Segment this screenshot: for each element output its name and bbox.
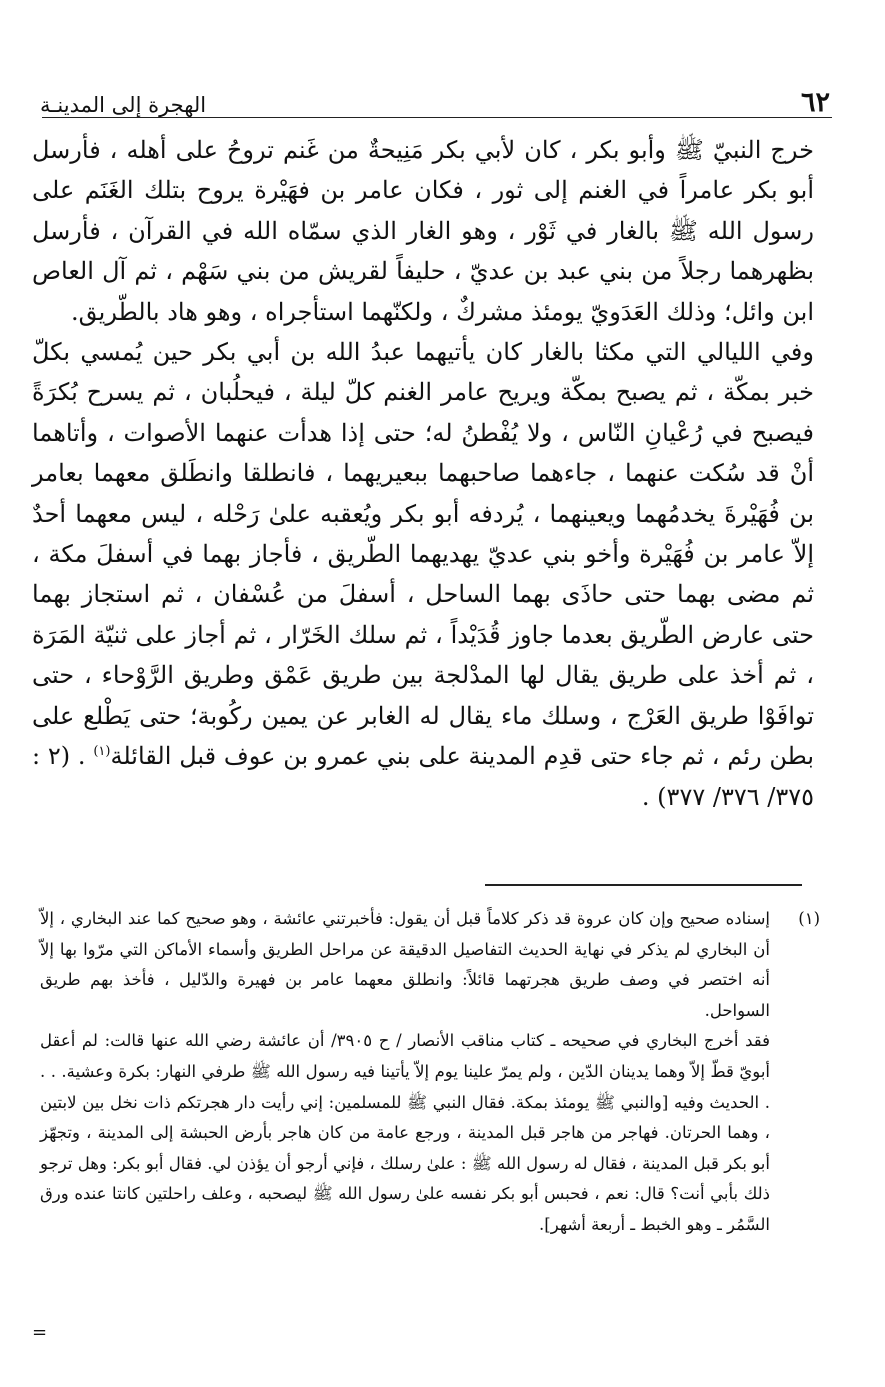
footnote-paragraph: فقد أخرج البخاري في صحيحه ـ كتاب مناقب الأنصار / ح ٣٩٠٥/ أن عائشة رضي الله عنها قالت: لم أعقل أبويّ قطّ إلاّ وهما يدينان الدّين ، ولم يمرّ علينا يوم إلاّ يأتينا فيه رسول الله ﷺ طرفي النهار: بكرة وعشية. . . . الحديث وفيه [والنبي ﷺ يومئذ بمكة. فقال النبي ﷺ للمسلمين: إني رأيت دار هجرتكم ذات نخل بين لابتين ، وهما الحرتان. فهاجر من هاجر قبل المدينة ، ورجع عامة من كان هاجر بأرض الحبشة إلى المدينة ، وتجهّز أبو بكر قبل المدينة ، فقال له رسول الله ﷺ : علىٰ رسلك ، فإني أرجو أن يؤذن لي. فقال أبو بكر: وهل ترجو ذلك بأبي أنت؟ قال: نعم ، فحبس أبو بكر نفسه علىٰ رسول الله ﷺ ليصحبه ، وعلف راحلتين كانتا عنده ورق السَّمُر ـ وهو الخبط ـ أربعة أشهر]. — [40, 1031, 771, 1234]
footnote-separator — [485, 884, 802, 886]
citation: . (٢ : ٣٧٥/ ٣٧٦/ ٣٧٧) . — [32, 742, 814, 811]
main-paragraph: خرج النبيّ ﷺ وأبو بكر ، كان لأبي بكر مَنِيحةٌ من غَنم تروحُ على أهله ، فأرسل أبو بكر عامراً في الغنم إلى ثور ، فكان عامر بن فهَيْرة يروح بتلك الغَنَم على رسول الله ﷺ بالغار في ثَوْر ، وهو الغار الذي سمّاه الله في القرآن ، فأرسل بظهرهما رجلاً من بني عبد بن عديّ ، حليفاً لقريش من بني سَهْم ، ثم آل العاص ابن وائل؛ وذلك العَدَويّ يومئذ مشركٌ ، ولكنّهما استأجراه ، وهو هاد بالطّريق. — [32, 136, 814, 326]
header-rule — [42, 117, 832, 118]
footnote-marker: (١) — [798, 909, 820, 928]
continuation-mark: = — [32, 1322, 48, 1343]
footnote-reference: (١) — [93, 744, 111, 760]
main-text — [32, 130, 814, 817]
footnote-content — [40, 904, 770, 1241]
footnote-paragraph: إسناده صحيح وإن كان عروة قد ذكر كلاماً قبل أن يقول: فأخبرتني عائشة ، وهو صحيح كما عند البخاري ، إلاّ أن البخاري لم يذكر في نهاية الحديث التفاصيل الدقيقة عن مراحل الطريق وأسماء الأماكن التي مرّوا بها إلاّ أنه اختصر في وصف طريق هجرتهما قائلاً: وانطلق معهما عامر بن فهيرة والدّليل ، فأخذ بهم طريق السواحل. — [40, 909, 770, 1020]
main-paragraph — [32, 332, 814, 817]
page-header — [40, 80, 830, 116]
footnote — [40, 904, 820, 1241]
main-paragraph-text: وفي الليالي التي مكثا بالغار كان يأتيهما عبدُ الله بن أبي بكر حين يُمسي بكلّ خبر بمكّة ، ثم يصبح بمكّة ويريح عامر الغنم كلّ ليلة ، فيحلُبان ، ثم يسرح بُكرَةً فيصبح في رُعْيانِ النّاس ، ولا يُفْطنُ له؛ حتى إذا هدأت عنهما الأصوات ، وأتاهما أنْ قد سُكت عنهما ، جاءهما صاحبهما ببعيريهما ، فانطلقا وانطَلق معهما بعامر بن فُهَيْرةَ يخدمُهما ويعينهما ، يُردفه أبو بكر ويُعقبه علىٰ رَحْله ، ليس معهما أحدٌ إلاّ عامر بن فُهَيْرة وأخو بني عديّ يهديهما الطّريق ، فأجاز بهما في أسفلَ مكة ، ثم مضى بهما حتى حاذَى بهما الساحل ، أسفلَ من عُسْفان ، ثم استجاز بهما حتى عارض الطّريق بعدما جاوز قُدَيْداً ، ثم سلك الخَرّار ، ثم أجاز على ثنيّة المَرَة ، ثم أخذ على طريق يقال لها المدْلجة بين طريق عَمْق وطريق الرَّوْحاء ، حتى توافَوْا طريق العَرْج ، وسلك ماء يقال له الغابر عن يمين ركُوبة؛ حتى يَطْلع على بطن رئم ، ثم جاء حتى قدِم المدينة على بني عمرو بن عوف قبل القائلة — [32, 338, 815, 771]
page-number: ٦٢ — [800, 87, 830, 118]
running-title: الهجرة إلى المدينـة — [40, 93, 207, 117]
